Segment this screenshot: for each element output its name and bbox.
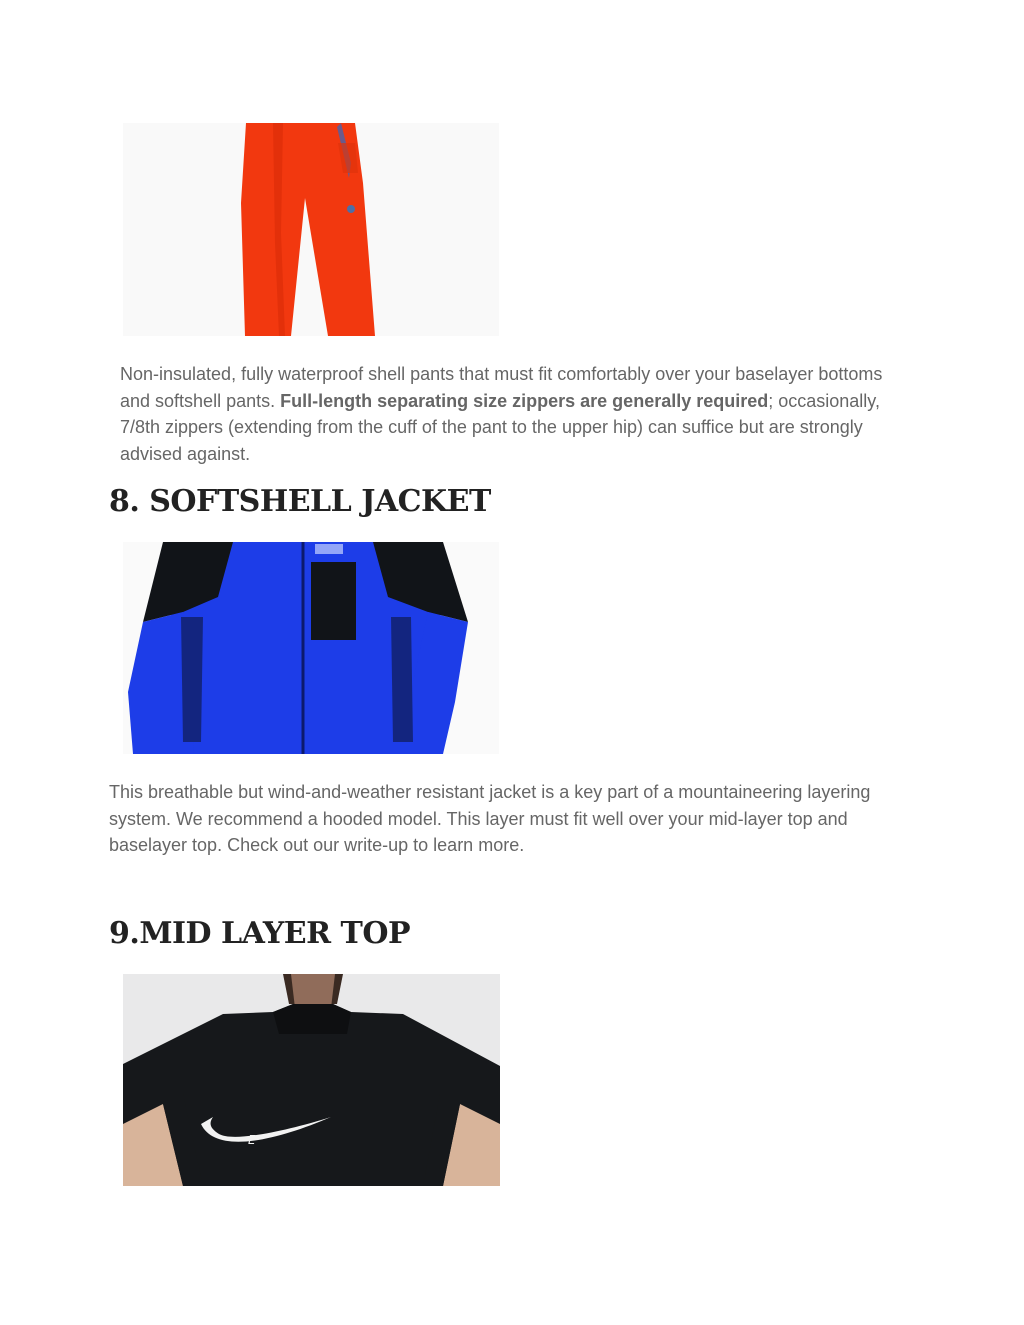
shell-pants-description: Non-insulated, fully waterproof shell pants that must fit comfortably over your baselayer bottoms and softshell pants. Full-length separating size zippers are generally required; occasionally, 7/8th zippers (extending from the cuff of the pant to the upper hip) can suffice but are strongly advised against. [120,364,883,464]
softshell-jacket-description: This breathable but wind-and-weather resistant jacket is a key part of a mountaineering layering system. We recommend a hooded model. This layer must fit well over your mid-layer top and baselayer top. Check out our write-up to learn more. [109,782,871,856]
softshell-jacket-image [123,542,499,754]
softshell-jacket-heading: 8. SOFTSHELL JACKET [109,484,491,519]
mid-layer-top-image [123,974,500,1186]
zipper-requirement-emphasis: Full-length separating size zippers are generally required [280,390,769,411]
shell-pants-image [123,123,499,336]
svg-text:E: E [248,1133,256,1147]
mid-layer-top-heading: 9.MID LAYER TOP [109,916,411,951]
